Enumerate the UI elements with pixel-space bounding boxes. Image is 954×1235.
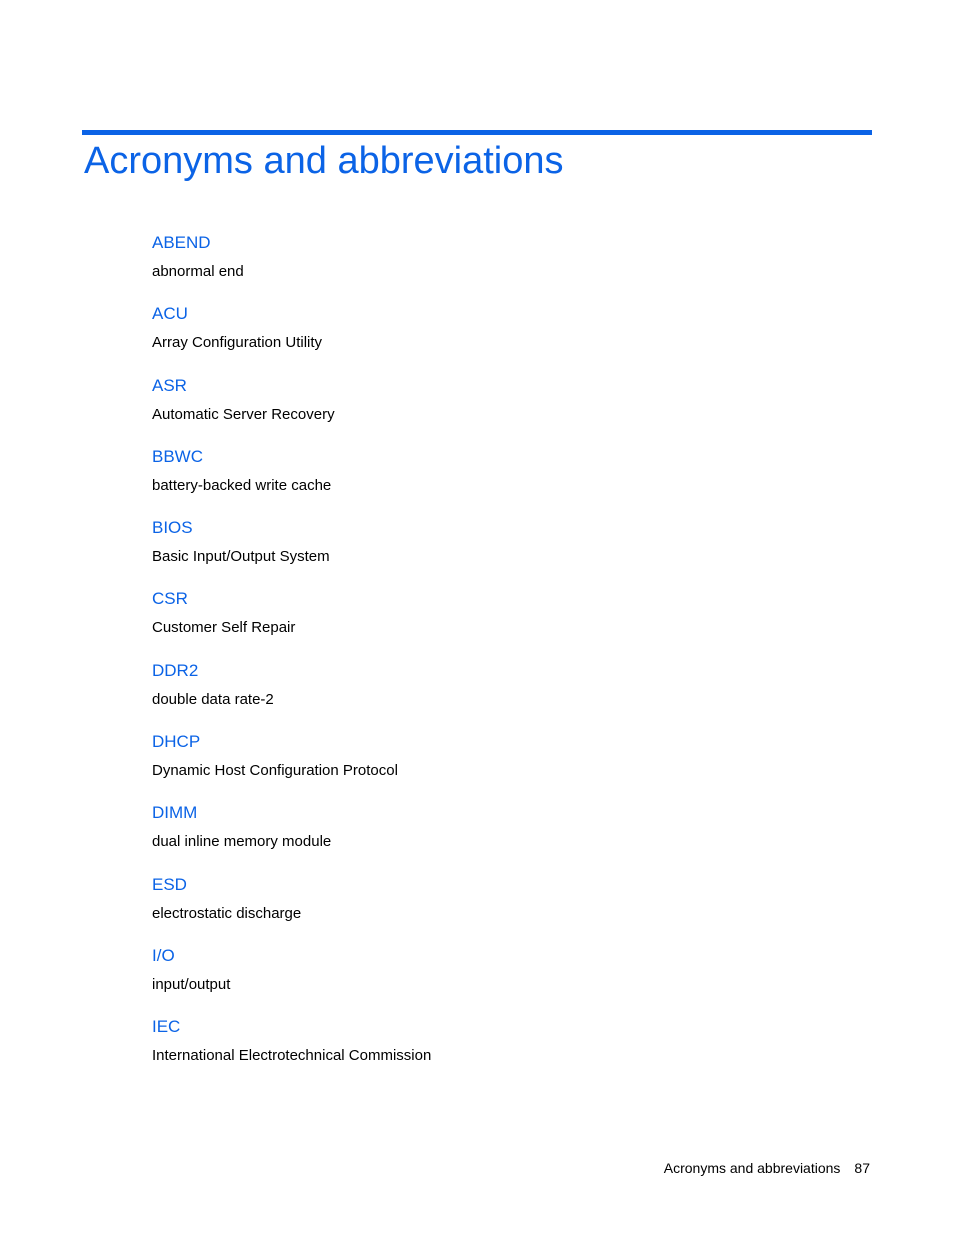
glossary-definition: dual inline memory module [152,833,332,851]
glossary-term: ACU [152,304,188,324]
glossary-entry-csr [152,586,431,657]
glossary-term: DDR2 [152,660,199,680]
glossary-definition: Customer Self Repair [152,619,296,637]
glossary-entry-bbwc [152,444,431,515]
glossary-term: BIOS [152,518,193,538]
glossary-term: DIMM [152,803,198,823]
glossary-entry-asr [152,373,431,444]
glossary-entry-acu [152,301,431,372]
title-rule [82,130,872,135]
glossary-definition: double data rate-2 [152,690,274,708]
glossary-term: ESD [152,874,187,894]
glossary-list [152,230,431,1086]
glossary-entry-io [152,943,431,1014]
glossary-definition: International Electrotechnical Commission [152,1047,432,1065]
glossary-entry-esd [152,872,431,943]
glossary-definition: battery-backed write cache [152,476,332,494]
page-number: 87 [854,1160,870,1176]
glossary-definition: input/output [152,975,231,993]
glossary-entry-dhcp [152,729,431,800]
glossary-definition: Array Configuration Utility [152,334,323,352]
glossary-term: I/O [152,945,175,965]
glossary-entry-abend [152,230,431,301]
glossary-definition: Automatic Server Recovery [152,405,335,423]
page-footer [664,1158,870,1178]
glossary-term: BBWC [152,446,203,466]
glossary-term: CSR [152,589,188,609]
glossary-definition: abnormal end [152,263,244,280]
glossary-definition: Basic Input/Output System [152,548,330,566]
glossary-entry-dimm [152,800,431,871]
footer-section-title: Acronyms and abbreviations [663,1160,841,1176]
page-title: Acronyms and abbreviations [84,140,564,182]
glossary-entry-ddr2 [152,658,431,729]
glossary-definition: electrostatic discharge [152,904,302,922]
glossary-term: ABEND [152,233,211,252]
glossary-entry-bios [152,515,431,586]
glossary-term: DHCP [152,732,201,752]
glossary-entry-iec [152,1014,431,1085]
glossary-definition: Dynamic Host Configuration Protocol [152,762,398,780]
glossary-term: IEC [152,1017,181,1037]
glossary-term: ASR [152,375,187,395]
